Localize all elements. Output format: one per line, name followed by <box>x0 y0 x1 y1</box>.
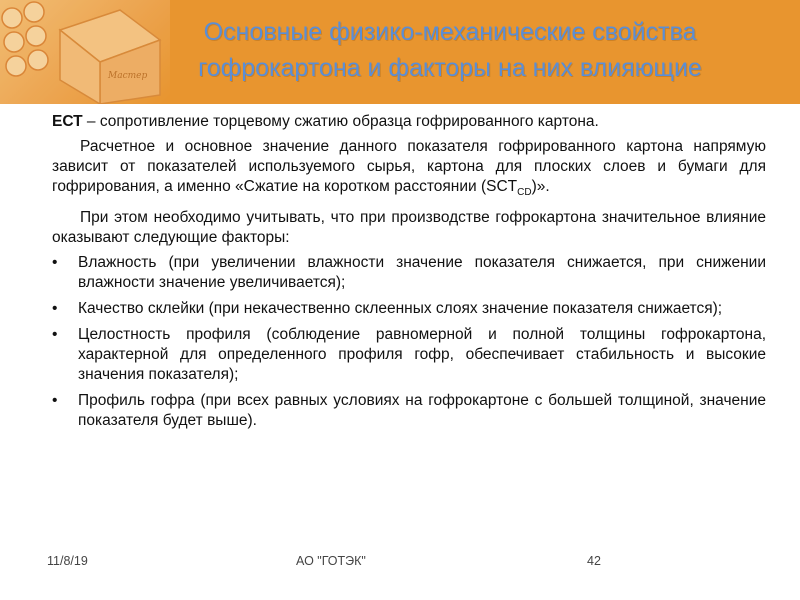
definition-paragraph <box>52 112 766 132</box>
list-item <box>52 325 766 385</box>
definition-term: ЕСТ <box>52 113 83 130</box>
bullet-icon: • <box>52 326 58 344</box>
list-item-text: Профиль гофра (при всех равных условиях на гофрокартоне с большей толщиной, значение показателя будет выше). <box>78 392 766 430</box>
paragraph-factors-intro: При этом необходимо учитывать, что при производстве гофрокартона значительное влияние оказывают следующие факторы: <box>52 209 766 247</box>
list-item <box>52 299 766 319</box>
slide-title-line2: гофрокартона и факторы на них влияющие <box>198 54 702 82</box>
paragraph-raw-materials-text: Расчетное и основное значение данного показателя гофрированного картона напрямую зависит от показателей используемого сырья, картона для плоских слоев и бумаги для гофрирования, а именно «Сжатие на коротком расстоянии (SCT <box>52 138 766 195</box>
list-item <box>52 253 766 293</box>
svg-text:Мастер: Мастер <box>108 71 148 81</box>
slide-content <box>52 112 766 437</box>
slide-header <box>0 0 800 104</box>
definition-text: – сопротивление торцевому сжатию образца гофрированного картона. <box>82 113 599 130</box>
bullet-icon: • <box>52 392 58 410</box>
footer-organization: АО "ГОТЭК" <box>296 554 366 568</box>
list-item-text: Влажность (при увеличении влажности значение показателя снижается, при снижении влажности значение увеличивается); <box>78 254 766 292</box>
slide-title <box>120 14 780 86</box>
list-item-text: Целостность профиля (соблюдение равномерной и полной толщины гофрокартона, характерной для определенного профиля гофр, обеспечивает стабильность и высокие значения показателя); <box>78 326 766 384</box>
bullet-icon: • <box>52 254 58 272</box>
bullet-icon: • <box>52 300 58 318</box>
list-item-text: Качество склейки (при некачественно склеенных слоях значение показателя снижается); <box>78 300 723 318</box>
list-item <box>52 391 766 431</box>
slide-title-line1: Основные физико-механические свойства <box>203 18 697 46</box>
paragraph-raw-materials <box>52 137 766 203</box>
factors-list <box>52 253 766 431</box>
slide-number: 42 <box>587 554 601 568</box>
footer-date: 11/8/19 <box>47 554 88 568</box>
paragraph-raw-materials-end: )». <box>531 178 550 195</box>
sct-subscript: CD <box>517 187 532 199</box>
